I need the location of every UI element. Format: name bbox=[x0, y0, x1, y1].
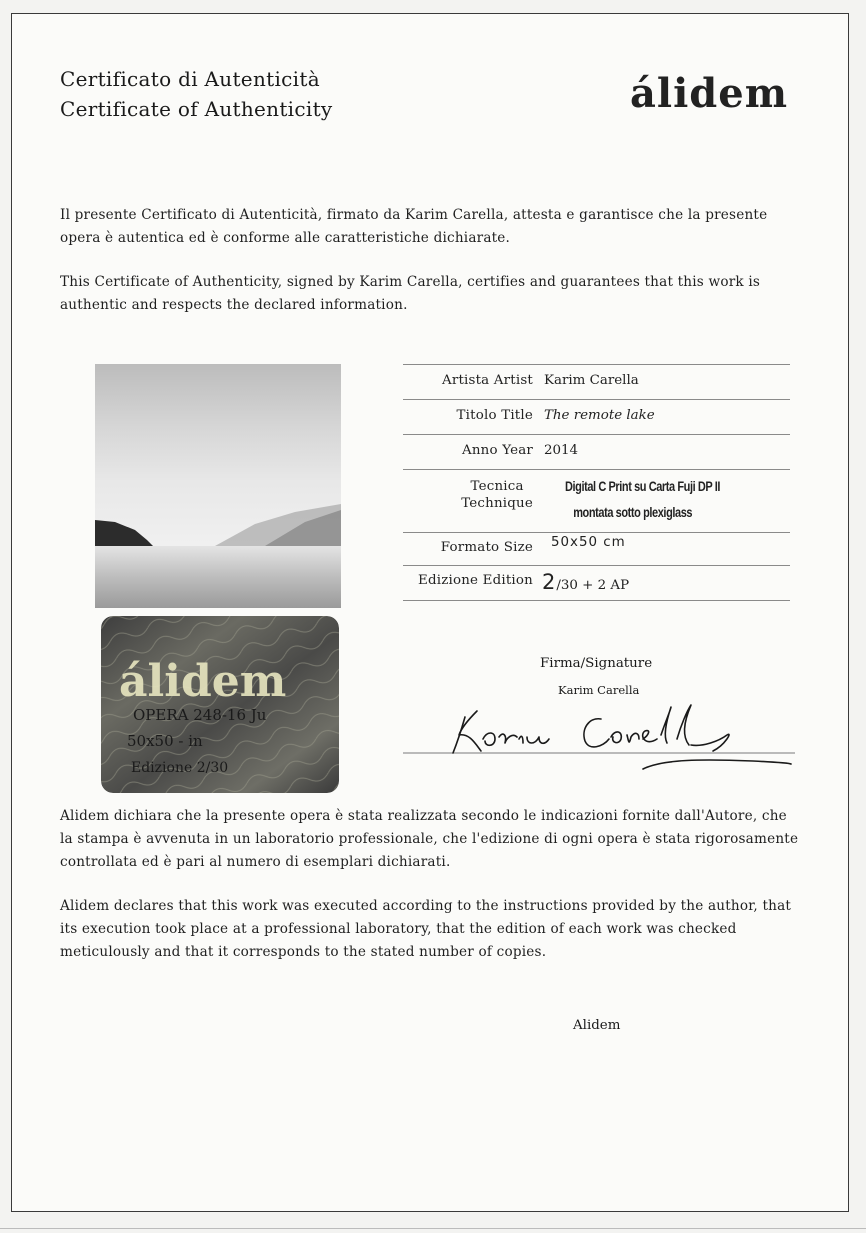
year-value: 2014 bbox=[544, 443, 579, 458]
edition-label: Edizione Edition bbox=[417, 573, 533, 588]
technique-label bbox=[461, 478, 533, 512]
intro-english: This Certificate of Authenticity, signed by Karim Carella, certifies and guarantees that this work is authentic and respects the declared information. bbox=[60, 274, 761, 313]
technique-value bbox=[565, 474, 720, 526]
row-technique bbox=[403, 469, 790, 532]
declaration-italian: Alidem dichiara che la presente opera è stata realizzata secondo le indicazioni fornite dall'Autore, che la stampa è avvenuta in un laboratorio professionale, che l'edizione di ogni opera è stata rigorosamente controllata ed è pari al numero di esemplari dichiarati. bbox=[60, 808, 799, 870]
title-english: Certificate of Authenticity bbox=[60, 97, 333, 121]
edition-number: 2 bbox=[542, 570, 557, 594]
alidem-logo: álidem bbox=[630, 70, 789, 117]
title-italian: Certificato di Autenticità bbox=[60, 67, 320, 91]
technique-value-line1: Digital C Print su Carta Fuji DP II bbox=[565, 479, 721, 494]
size-value: 50x50 cm bbox=[551, 535, 626, 550]
svg-text:50x50 - in: 50x50 - in bbox=[127, 732, 203, 750]
row-edition bbox=[403, 565, 790, 601]
certificate-frame bbox=[11, 13, 849, 1212]
edition-total: /30 + 2 AP bbox=[556, 578, 630, 593]
svg-text:álidem: álidem bbox=[119, 656, 287, 707]
handwritten-signature bbox=[403, 695, 795, 780]
signature-name: Karim Carella bbox=[558, 683, 640, 697]
page-edge bbox=[0, 1228, 866, 1229]
signature-label: Firma/Signature bbox=[540, 656, 653, 671]
size-label: Formato Size bbox=[440, 540, 533, 555]
intro-italian: Il presente Certificato di Autenticità, firmato da Karim Carella, attesta e garantisce che la presente opera è autentica ed è conforme alle caratteristiche dichiarate. bbox=[60, 207, 768, 246]
row-artist bbox=[403, 364, 790, 399]
row-size bbox=[403, 532, 790, 565]
artwork-photo bbox=[95, 364, 341, 608]
artist-value: Karim Carella bbox=[544, 373, 639, 388]
certificate-title bbox=[60, 64, 333, 124]
title-label: Titolo Title bbox=[456, 408, 533, 423]
svg-text:Edizione 2/30: Edizione 2/30 bbox=[131, 760, 229, 776]
technique-label-it: Tecnica bbox=[470, 479, 524, 494]
edition-value bbox=[542, 570, 629, 594]
technique-label-en: Technique bbox=[461, 496, 533, 511]
closing-signoff: Alidem bbox=[573, 1018, 621, 1033]
row-year bbox=[403, 434, 790, 469]
declaration-english: Alidem declares that this work was executed according to the instructions provided by the author, that its execution took place at a professional laboratory, that the edition of each work was checked meticulously and that it corresponds to the stated number of copies. bbox=[60, 898, 792, 960]
svg-text:OPERA 248-16 Ju: OPERA 248-16 Ju bbox=[133, 706, 267, 724]
title-value: The remote lake bbox=[544, 408, 655, 423]
artist-label: Artista Artist bbox=[441, 373, 533, 388]
artwork-details-table bbox=[403, 364, 790, 601]
hologram-seal bbox=[101, 616, 339, 793]
technique-value-line2: montata sotto plexiglass bbox=[573, 505, 693, 520]
year-label: Anno Year bbox=[461, 443, 533, 458]
row-title bbox=[403, 399, 790, 434]
